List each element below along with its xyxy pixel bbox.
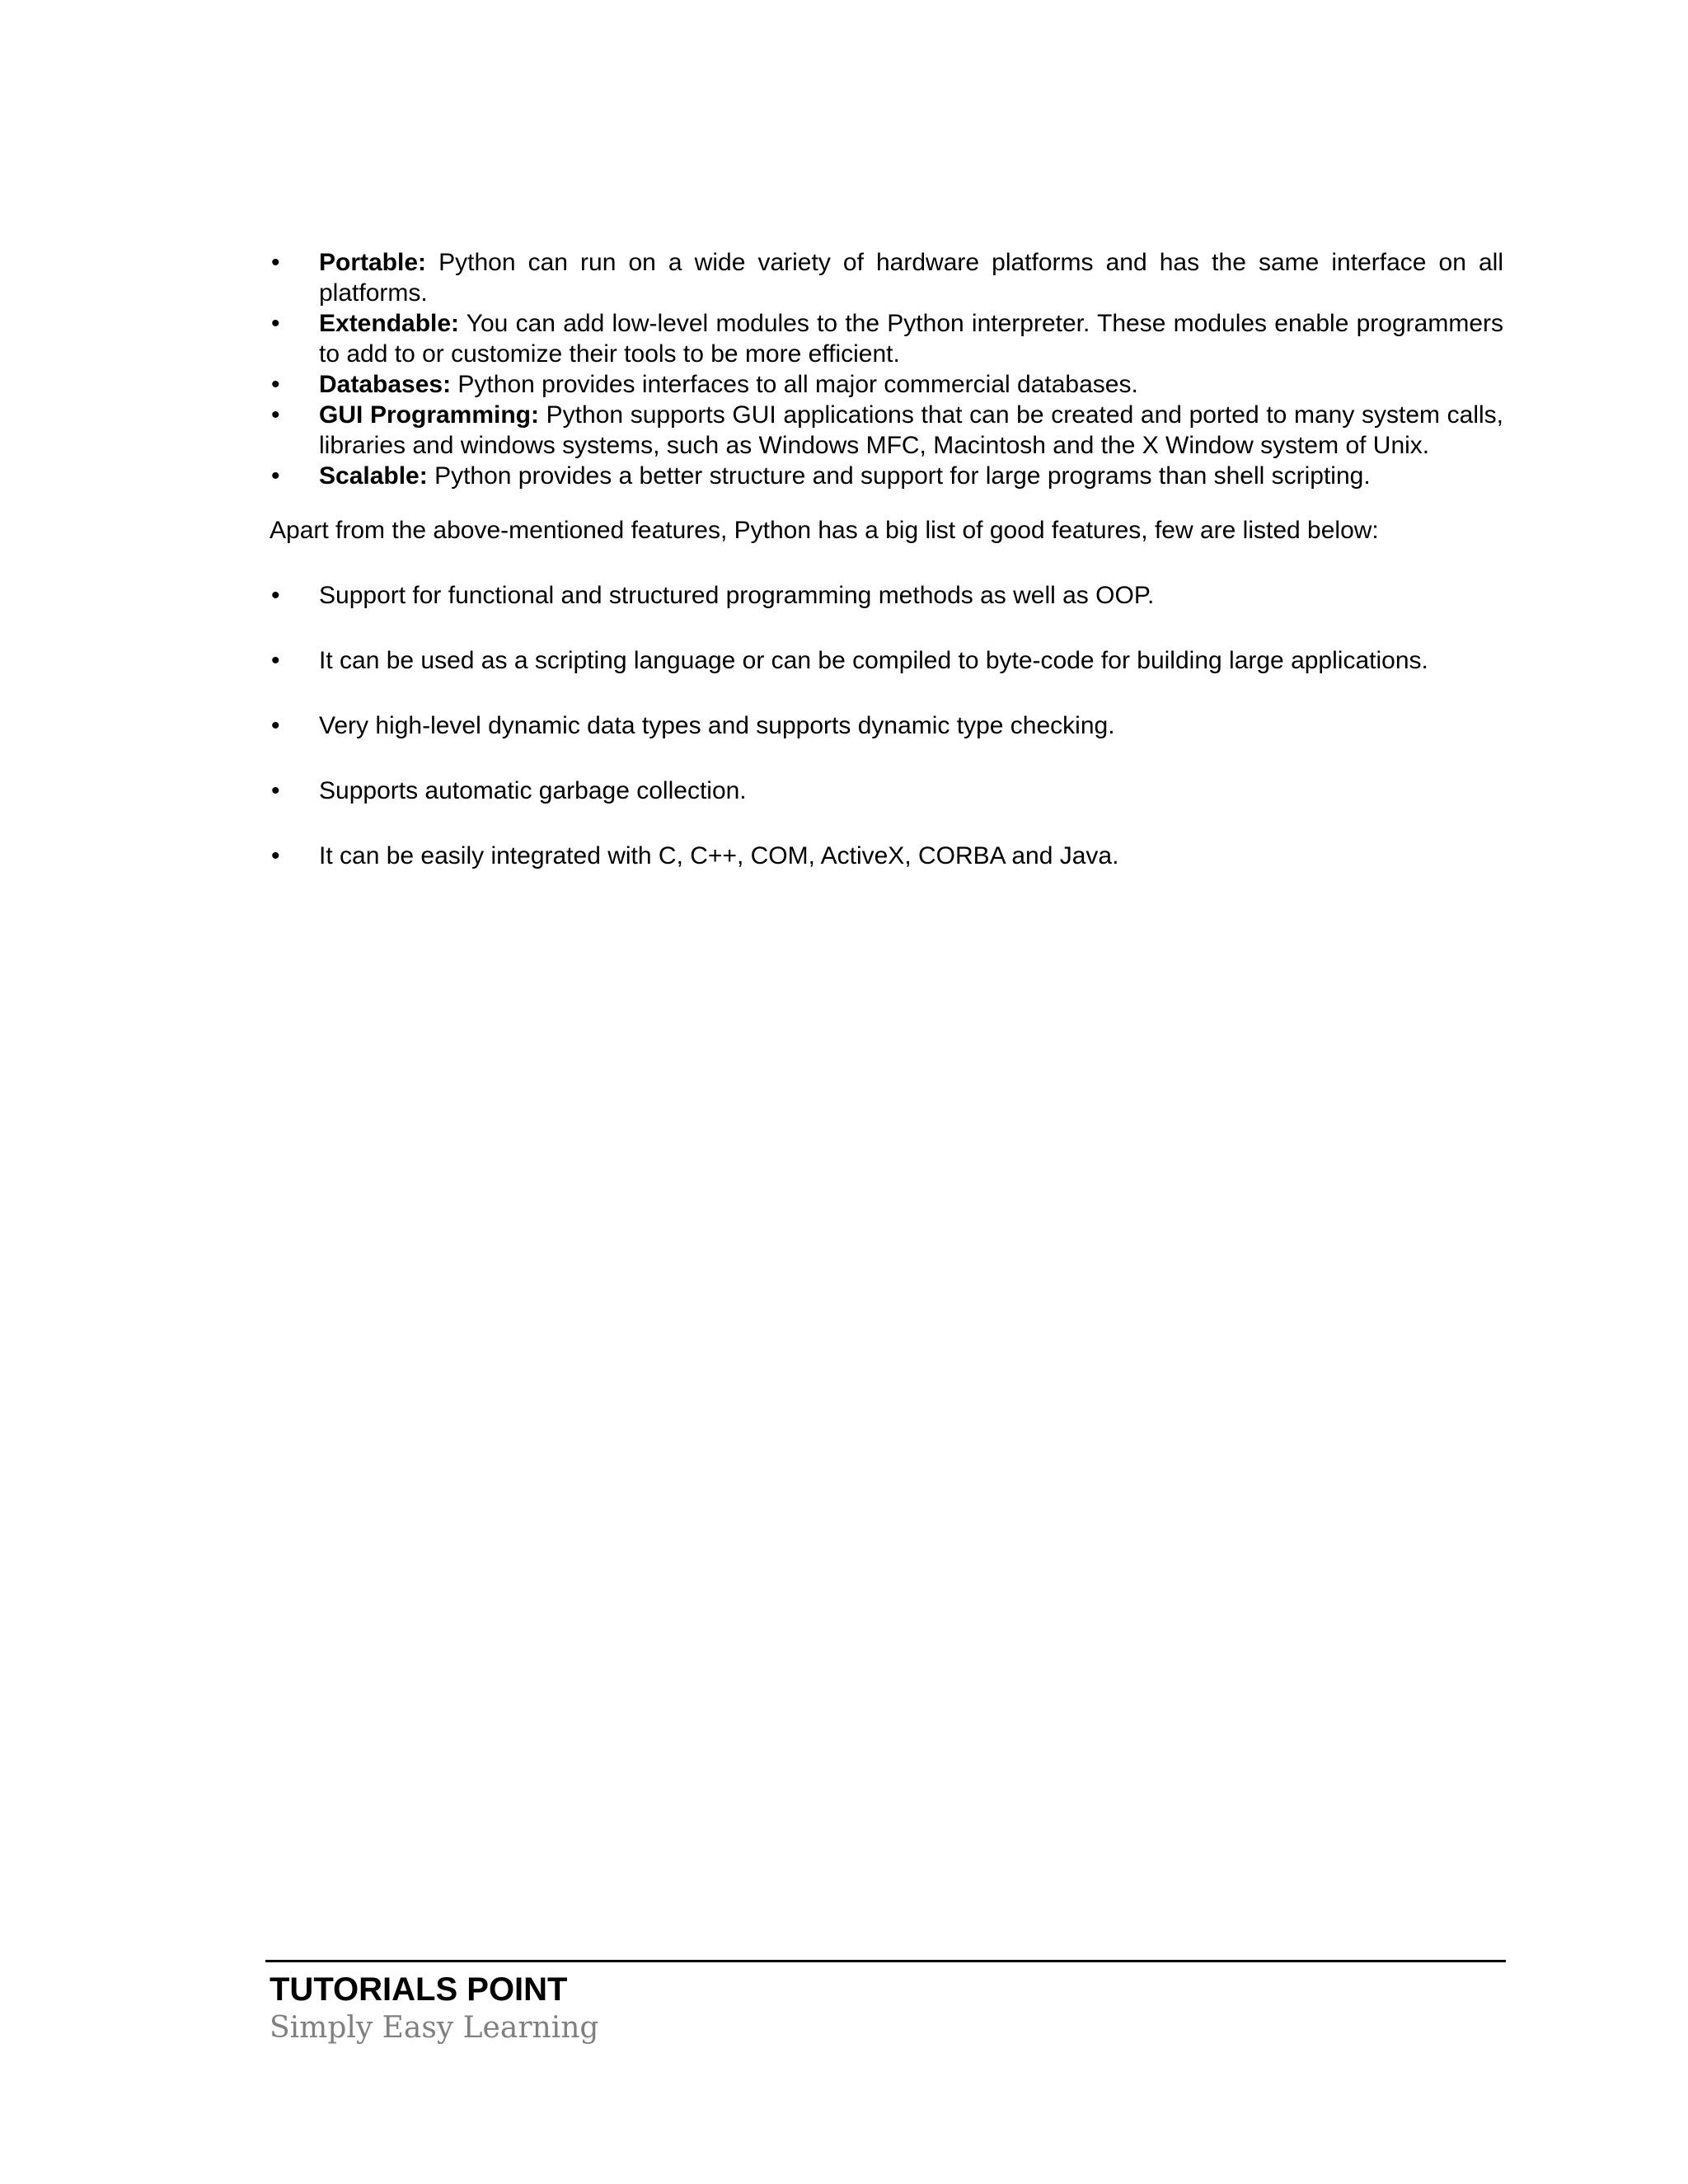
feature-term: GUI Programming:	[319, 401, 540, 429]
list-item-text: Supports automatic garbage collection.	[319, 777, 747, 804]
list-item	[270, 776, 1503, 806]
feature-term: Databases:	[319, 371, 452, 398]
bullet-icon: •	[271, 712, 280, 739]
list-item	[270, 710, 1503, 741]
feature-term: Scalable:	[319, 462, 428, 490]
feature-term: Extendable:	[319, 310, 460, 337]
footer-title: TUTORIALS POINT	[270, 1971, 568, 2008]
feature-text: Python can run on a wide variety of hardware platforms and has the same interface on all platforms.	[319, 249, 1503, 307]
intro-paragraph: Apart from the above-mentioned features, Python has a big list of good features, few are listed below:	[270, 517, 1379, 544]
extra-features-list	[270, 580, 1503, 871]
list-item-text: Very high-level dynamic data types and supports dynamic type checking.	[319, 712, 1115, 739]
list-item-text: It can be used as a scripting language or can be compiled to byte-code for building large applications.	[319, 647, 1428, 674]
bullet-icon: •	[271, 371, 280, 398]
bullet-icon: •	[271, 310, 280, 337]
bullet-icon: •	[271, 647, 280, 674]
bullet-icon: •	[271, 842, 280, 869]
list-item-text: It can be easily integrated with C, C++, COM, ActiveX, CORBA and Java.	[319, 842, 1119, 869]
list-item-text: Support for functional and structured programming methods as well as OOP.	[319, 582, 1155, 609]
footer-divider	[265, 1960, 1506, 1962]
list-item	[270, 461, 1503, 491]
feature-text: Python provides a better structure and support for large programs than shell scripting.	[427, 462, 1371, 490]
footer-tagline: Simply Easy Learning	[270, 2011, 599, 2045]
feature-text: Python provides interfaces to all major commercial databases.	[451, 371, 1138, 398]
list-item	[270, 308, 1503, 369]
list-item	[270, 369, 1503, 400]
feature-list	[270, 247, 1503, 491]
list-item	[270, 841, 1503, 871]
bullet-icon: •	[271, 401, 280, 429]
list-item	[270, 645, 1503, 676]
bullet-icon: •	[271, 777, 280, 804]
list-item	[270, 247, 1503, 308]
feature-term: Portable:	[319, 249, 427, 276]
page-content	[270, 247, 1503, 906]
bullet-icon: •	[271, 462, 280, 490]
bullet-icon: •	[271, 249, 280, 276]
feature-text: You can add low-level modules to the Python interpreter. These modules enable programmers to add to or customize their tools to be more efficient.	[319, 310, 1503, 368]
list-item	[270, 400, 1503, 461]
bullet-icon: •	[271, 582, 280, 609]
feature-text: Python supports GUI applications that can be created and ported to many system calls, libraries and windows systems, such as Windows MFC, Macintosh and the X Window system of Unix.	[319, 401, 1503, 459]
list-item	[270, 580, 1503, 611]
